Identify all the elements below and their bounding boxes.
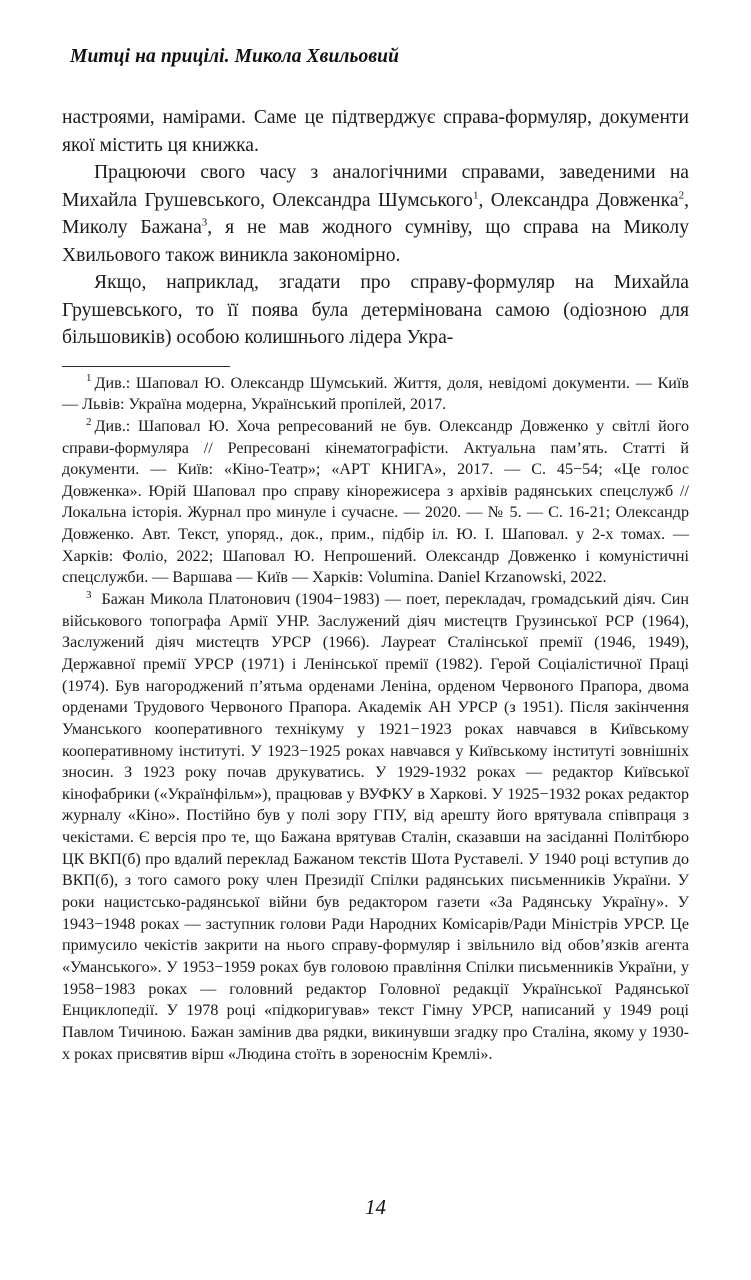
footnote-item [62, 373, 689, 416]
footnote-marker: 1 [86, 372, 92, 385]
footnote-text: Бажан Микола Платонович (1904−1983) — поет, перекладач, громадський діяч. Син військового топографа Армії УНР. Заслужений діяч мистецтв Грузинської РСР (1964), Заслужений діяч мистецтв УРСР (1966). Лауреат Сталінської премії (1946, 1949), Державної премії УРСР (1971) і Ленінської премії (1982). Герой Соціалістичної Праці (1974). Був нагороджений п’ятьма орденами Леніна, орденом Червоного Прапора, двома орденами Трудового Червоного Прапора. Академік АН УРСР (з 1951). Після закінчення Уманського кооперативного технікуму у 1921−1923 роках навчався в Київському кооперативному інституті. У 1923−1925 роках навчався у Київському інституті зовнішніх зносин. З 1923 року почав друкуватись. У 1929-1932 роках — редактор Київської кінофабрики («Українфільм»), працював у ВУФКУ в Харкові. У 1925−1932 роках редактор журналу «Кіно». Постійно був у полі зору ГПУ, від арешту його врятувала співпраця з чекістами. Є версія про те, що Бажана врятував Сталін, сказавши на засіданні Політбюро ЦК ВКП(б) про вдалий переклад Бажаном текстів Шота Руставелі. У 1940 році вступив до ВКП(б), з того самого року член Президії Спілки радянських письменників України. У роки нацистсько-радянської війни був редактором газети «За Радянську Україну». У 1943−1948 роках — заступник голови Ради Народних Комісарів/Ради Міністрів УРСР. Це примусило чекістів закрити на нього справу-формуляр і звільнило від обов’язків агента «Уманського». У 1953−1959 роках був головою правління Спілки письменників України, у 1958−1983 роках — головний редактор Головної редакції Української Радянської Енциклопедії. У 1978 році «підкоригував» текст Гімну УРСР, написаний у 1949 році Павлом Тичиною. Бажан замінив два рядки, викинувши згадку про Сталіна, якому у 1930-х роках присвятив вірш «Людина стоїть в зоренoснім Кремлі». [62, 591, 689, 1063]
body-text-block [62, 104, 689, 352]
footnote-text: Див.: Шаповал Ю. Олександр Шумський. Життя, доля, невідомі документи. — Київ — Львів: Україна модерна, Український пропілей, 2017. [62, 374, 689, 414]
paragraph-text-after: , я не мав жодного сумніву, що справа на Миколу Хвильового також виникла закономірно. [62, 217, 689, 266]
footnote-ref-3[interactable]: 3 [201, 216, 208, 229]
paragraph-with-references [62, 159, 689, 269]
paragraph-text-before: Працюючи свого часу з аналогічними справами, заведеними на Михайла Грушевського, Олександра Шумського [62, 162, 689, 211]
footnote-item [62, 589, 689, 1065]
footnote-marker: 2 [86, 415, 92, 428]
footnote-ref-1[interactable]: 1 [472, 189, 479, 202]
footnotes-block [62, 373, 689, 1066]
running-head: Митці на прицілі. Микола Хвильовий [70, 46, 400, 67]
footnote-ref-2[interactable]: 2 [678, 189, 685, 202]
paragraph-text-mid-1: , Олександра Довженка [478, 189, 679, 211]
footnote-separator-rule [62, 366, 230, 367]
footnote-marker: 3 [86, 588, 92, 601]
footnote-item [62, 416, 689, 589]
paragraph-last: Якщо, наприклад, згадати про справу-формуляр на Михайла Грушевського, то її поява була детермінована самою (одіозною для більшовиків) особою колишнього лідера Укра- [62, 272, 689, 349]
page-number: 14 [365, 1195, 386, 1219]
paragraph-text-mid-2: , Миколу Бажана [62, 189, 689, 239]
paragraph-continuation: настроями, намірами. Саме це підтверджує справа-формуляр, документи якої містить ця книжка. [62, 107, 689, 156]
footnote-text: Див.: Шаповал Ю. Хоча репресований не був. Олександр Довженко у світлі його справи-формуляра // Репресовані кінематографісти. Актуальна пам’ять. Статті й документи. — Київ: «Кіно-Театр»; «АРТ КНИГА», 2017. — С. 45−54; «Це голос Довженка». Юрій Шаповал про справу кінорежисера з архівів радянських спецслужб // Локальна історія. Журнал про минуле і сучасне. — 2020. — № 5. — С. 16-21; Олександр Довженко. Авт. Текст, упоряд., док., прим., підбір іл. Ю. І. Шаповал. у 2-х томах. — Харків: Фоліо, 2022; Шаповал Ю. Непрошений. Олександр Довженко і комуністичні спецслужби. — Варшава — Київ — Харків: Volumina. Daniel Krzanowski, 2022. [62, 417, 689, 587]
